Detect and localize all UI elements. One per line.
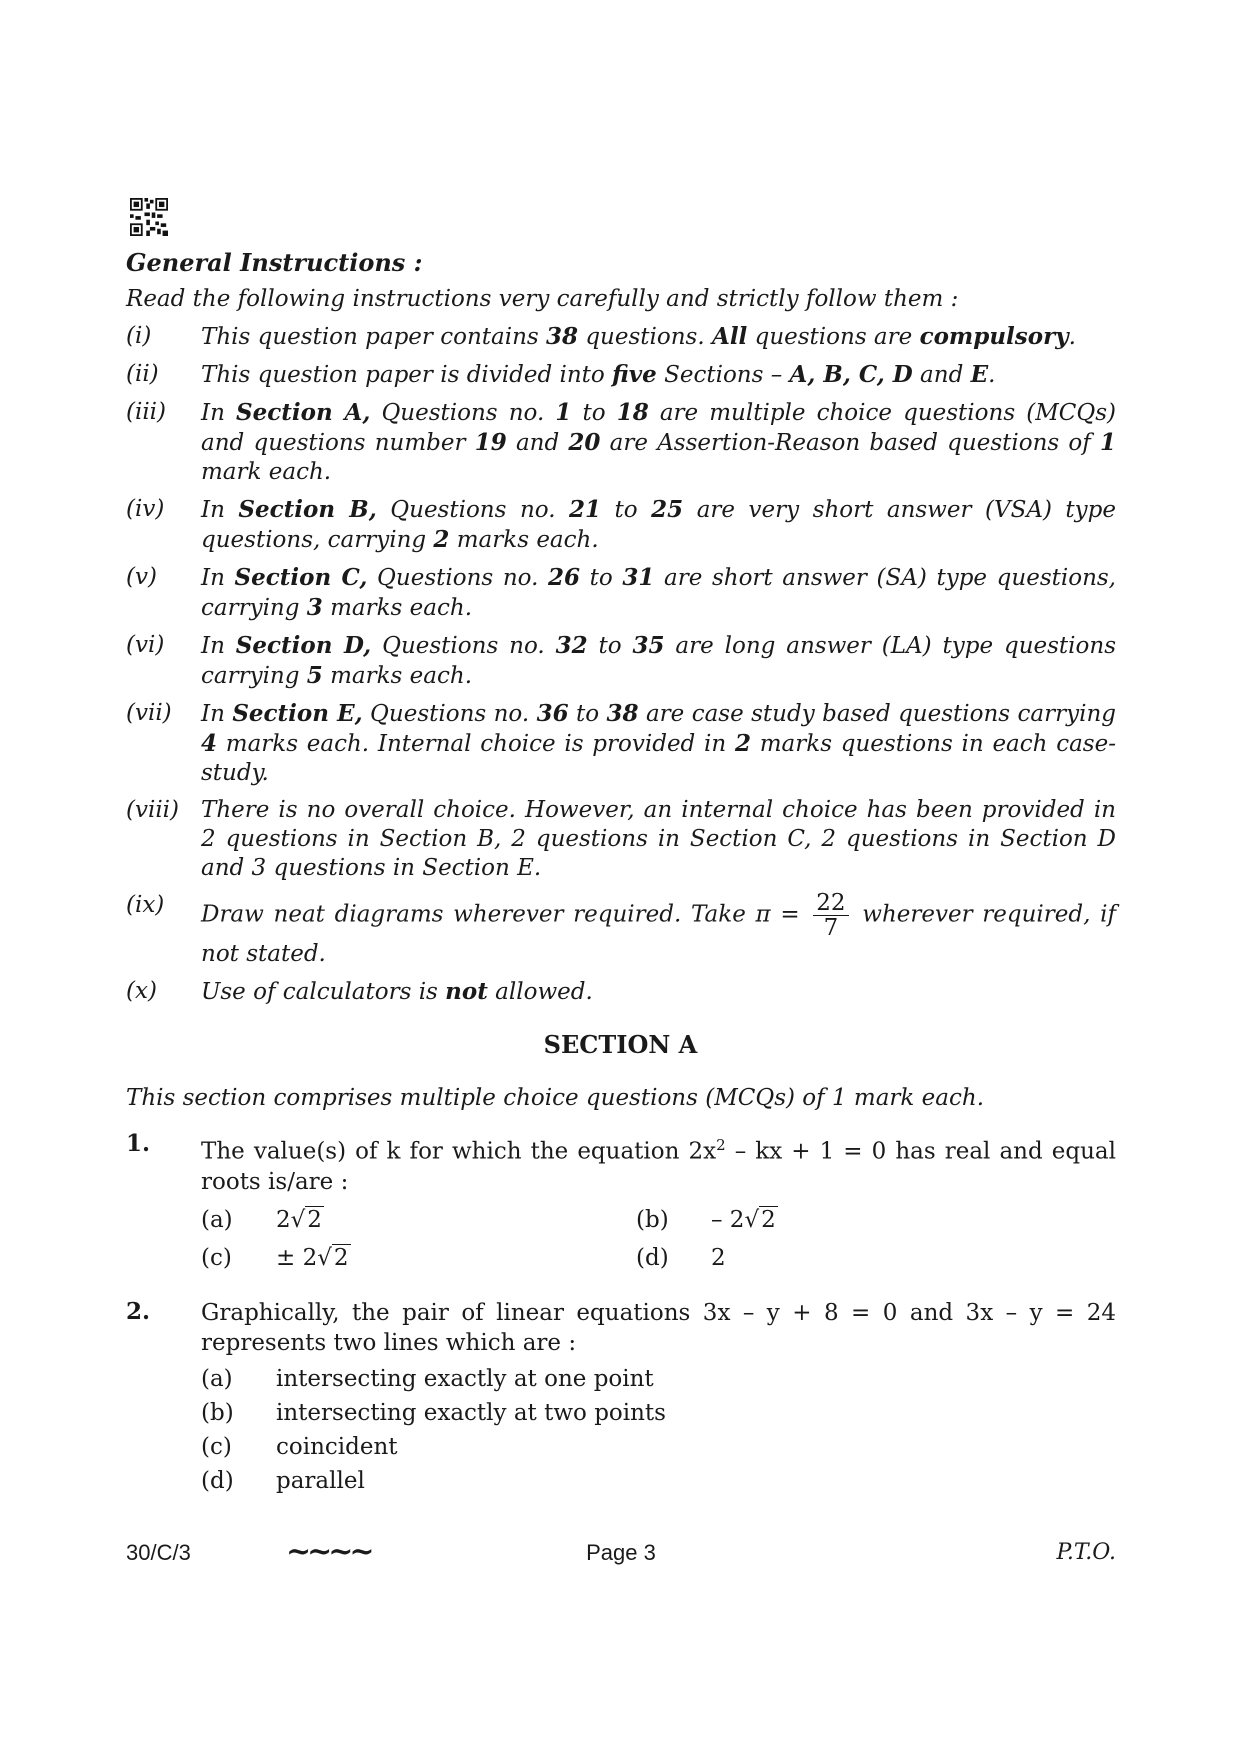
- instruction-text: There is no overall choice. However, an internal choice has been provided in 2 questions in Section B, 2 questions in Section C, 2 questions in Section D and 3 questions in Section E.: [201, 797, 1116, 881]
- option-value: – 2√2: [711, 1206, 776, 1233]
- option-label: (b): [201, 1400, 234, 1426]
- instruction-number: (iii): [126, 399, 167, 425]
- page-number: Page 3: [586, 1540, 656, 1565]
- instructions-list: [126, 322, 1116, 1015]
- option-text: intersecting exactly at one point: [276, 1366, 654, 1392]
- instruction-item: [126, 495, 1116, 555]
- instruction-text: This question paper is divided into five Sections – A, B, C, D and E.: [201, 361, 996, 388]
- option: [201, 1468, 1116, 1494]
- option-text: parallel: [276, 1468, 365, 1494]
- option-label: (d): [636, 1244, 669, 1271]
- instruction-text: This question paper contains 38 questions. All questions are compulsory.: [201, 323, 1076, 350]
- instruction-number: (vi): [126, 632, 165, 658]
- option: [636, 1207, 1036, 1233]
- instruction-item: [126, 977, 1116, 1007]
- option: [201, 1207, 636, 1233]
- instruction-number: (x): [126, 978, 157, 1004]
- option: [201, 1434, 1116, 1460]
- general-instructions-title: General Instructions :: [126, 248, 423, 277]
- instruction-text: In Section A, Questions no. 1 to 18 are multiple choice questions (MCQs) and questions number 19 and 20 are Assertion-Reason based questions of 1 mark each.: [201, 399, 1117, 485]
- instruction-number: (i): [126, 323, 152, 349]
- option-label: (d): [201, 1468, 234, 1494]
- general-instructions-lead: Read the following instructions very carefully and strictly follow them :: [126, 286, 959, 312]
- instruction-number: (ix): [126, 892, 165, 918]
- question-1: [126, 1130, 1116, 1271]
- option-text: coincident: [276, 1434, 398, 1460]
- instruction-item: [126, 891, 1116, 969]
- option: [201, 1366, 1116, 1392]
- instruction-text: In Section C, Questions no. 26 to 31 are short answer (SA) type questions, carrying 3 marks each.: [201, 564, 1116, 621]
- option-text: intersecting exactly at two points: [276, 1400, 666, 1426]
- section-description: This section comprises multiple choice questions (MCQs) of 1 mark each.: [126, 1085, 985, 1111]
- instruction-item: [126, 631, 1116, 691]
- instruction-item: [126, 360, 1116, 390]
- option-value: 2√2: [276, 1206, 322, 1233]
- instruction-text: In Section B, Questions no. 21 to 25 are very short answer (VSA) type questions, carrying 2 marks each.: [201, 496, 1116, 553]
- instruction-text: In Section E, Questions no. 36 to 38 are case study based questions carrying 4 marks each. Internal choice is provided in 2 marks questions in each case-study.: [201, 700, 1116, 786]
- option-label: (a): [201, 1206, 233, 1233]
- option-label: (c): [201, 1434, 232, 1460]
- qr-code-icon: [130, 198, 168, 236]
- instruction-number: (ii): [126, 361, 159, 387]
- option-value: ± 2√2: [276, 1244, 349, 1271]
- question-text: Graphically, the pair of linear equations 3x – y + 8 = 0 and 3x – y = 24 represents two lines which are :: [201, 1300, 1116, 1356]
- question-text: The value(s) of k for which the equation $2x^2$ – kx + 1 = 0 has real and equal roots is/are :: [201, 1136, 1116, 1195]
- option-value: 2: [711, 1244, 726, 1271]
- instruction-number: (v): [126, 564, 157, 590]
- instruction-item: [126, 796, 1116, 883]
- instruction-item: [126, 398, 1116, 487]
- footer-ornament: ~~~~: [286, 1534, 371, 1569]
- option: [201, 1400, 1116, 1426]
- question-number: 1.: [126, 1130, 151, 1157]
- option-label: (b): [636, 1206, 669, 1233]
- option: [201, 1245, 636, 1271]
- question-options: [201, 1207, 1116, 1271]
- question-2: [126, 1298, 1116, 1502]
- option: [636, 1245, 1036, 1271]
- instruction-text: Use of calculators is not allowed.: [201, 978, 593, 1005]
- paper-code: 30/C/3: [126, 1540, 191, 1565]
- instruction-item: [126, 563, 1116, 623]
- question-number: 2.: [126, 1298, 151, 1325]
- instruction-number: (vii): [126, 700, 172, 726]
- instruction-item: [126, 322, 1116, 352]
- fraction: $\frac{22}{7}$: [813, 891, 848, 940]
- option-label: (c): [201, 1244, 232, 1271]
- instruction-number: (iv): [126, 496, 165, 522]
- instruction-text: In Section D, Questions no. 32 to 35 are long answer (LA) type questions carrying 5 marks each.: [201, 632, 1116, 689]
- option-label: (a): [201, 1366, 233, 1392]
- instruction-text: Draw neat diagrams wherever required. Take π = $\frac{22}{7}$ wherever required, if not stated.: [201, 890, 1116, 967]
- section-heading: SECTION A: [543, 1030, 698, 1059]
- question-options: [201, 1366, 1116, 1494]
- pto-label: P.T.O.: [1056, 1540, 1116, 1565]
- instruction-number: (viii): [126, 797, 180, 823]
- instruction-item: [126, 699, 1116, 788]
